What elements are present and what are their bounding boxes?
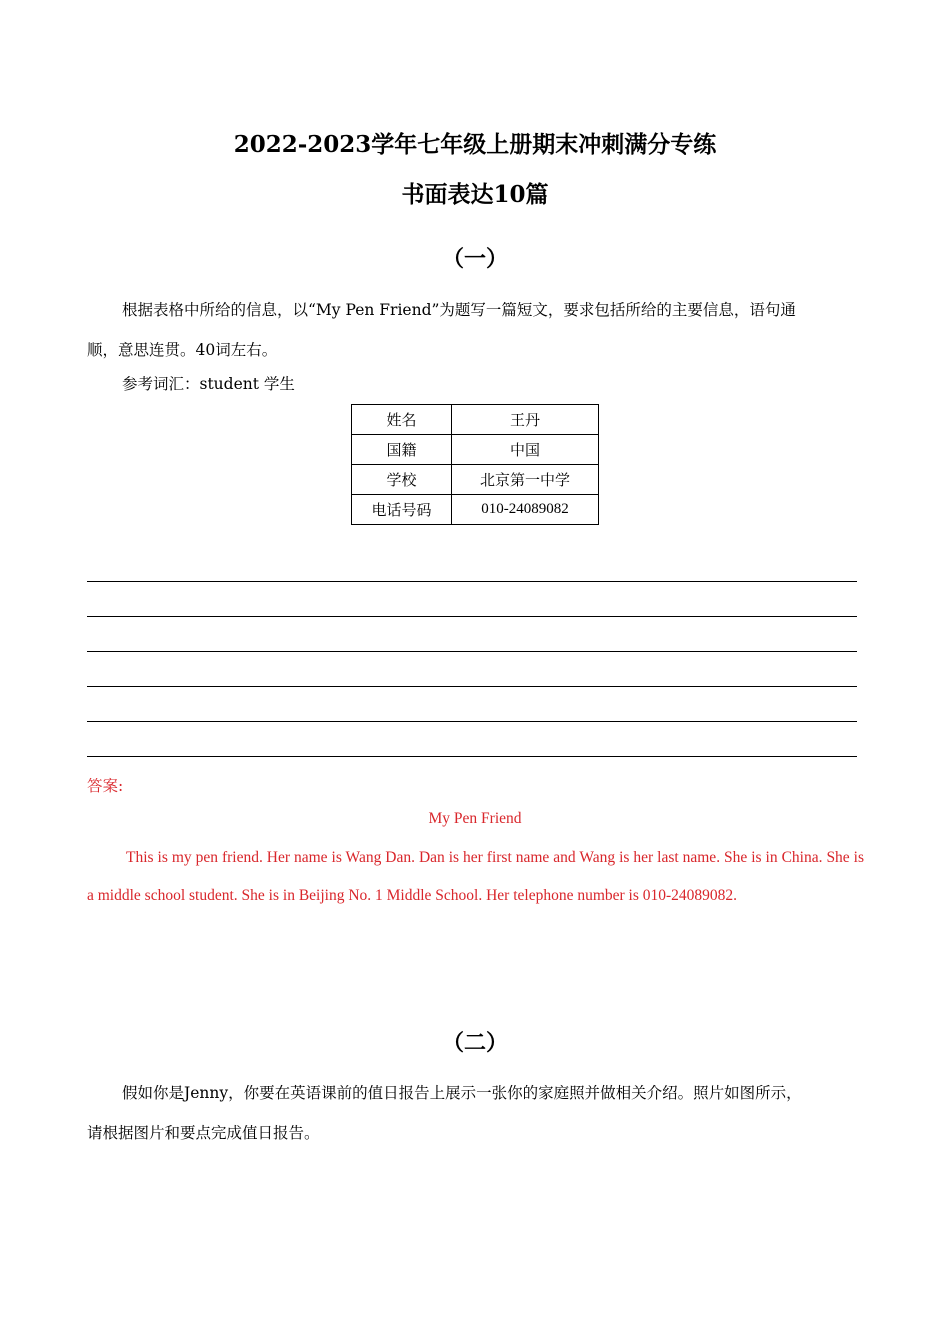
writing-line	[87, 651, 857, 652]
section-2-heading: （二）	[441, 1030, 508, 1056]
answer-label: 答案:	[87, 777, 124, 795]
writing-line	[87, 616, 857, 617]
table-value: 北京第一中学	[452, 465, 599, 495]
section-1-instruction-line1: 根据表格中所给的信息，以“My Pen Friend”为题写一篇短文，要求包括所给的主要信息，语句通	[122, 301, 796, 319]
section-1-vocab: 参考词汇：student 学生	[122, 375, 295, 393]
table-row	[352, 465, 599, 495]
table-value: 中国	[452, 435, 599, 465]
document-title: 2022-2023学年七年级上册期末冲刺满分专练	[233, 131, 717, 158]
table-value: 010-24089082	[452, 495, 599, 525]
table-row	[352, 495, 599, 525]
section-2-instruction-line1: 假如你是Jenny，你要在英语课前的值日报告上展示一张你的家庭照并做相关介绍。照片如图所示，	[122, 1084, 802, 1102]
table-row	[352, 435, 599, 465]
table-value: 王丹	[452, 405, 599, 435]
writing-line	[87, 686, 857, 687]
table-key: 国籍	[352, 435, 452, 465]
table-key: 姓名	[352, 405, 452, 435]
answer-title: My Pen Friend	[428, 810, 522, 827]
section-1-heading: （一）	[441, 246, 508, 272]
document-subtitle: 书面表达10篇	[401, 181, 549, 208]
info-table	[351, 404, 599, 525]
table-key: 电话号码	[352, 495, 452, 525]
writing-line	[87, 756, 857, 757]
table-row	[352, 405, 599, 435]
writing-line	[87, 721, 857, 722]
section-1-instruction-line2: 顺，意思连贯。40词左右。	[87, 341, 278, 359]
writing-line	[87, 581, 857, 582]
answer-text: This is my pen friend. Her name is Wang Dan. Dan is her first name and Wang is her last name. She is in China. She is a middle school student. She is in Beijing No. 1 Middle School. Her telephone number is 010-24089082.	[87, 849, 864, 904]
section-2-instruction-line2: 请根据图片和要点完成值日报告。	[87, 1124, 320, 1142]
table-key: 学校	[352, 465, 452, 495]
